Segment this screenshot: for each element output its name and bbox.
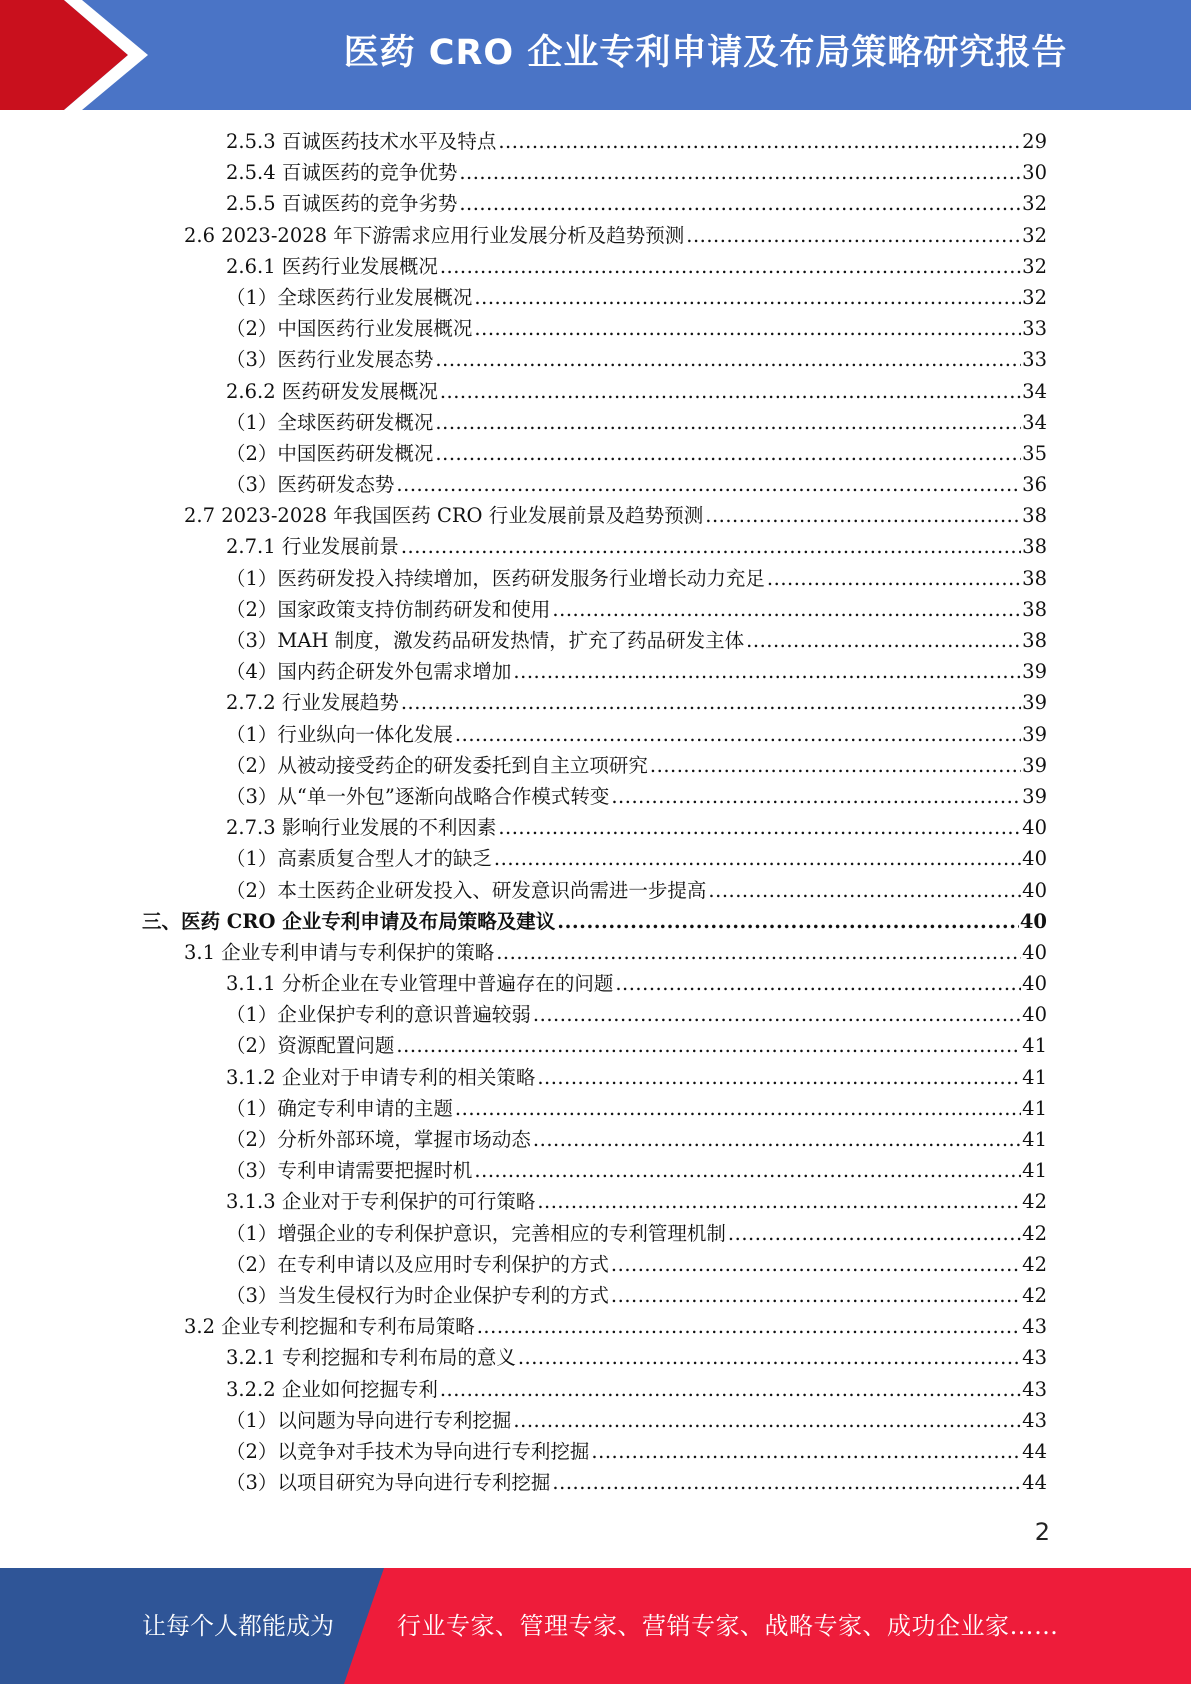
- toc-dot-leader: [396, 1030, 1021, 1061]
- toc-entry[interactable]: [0, 407, 1191, 438]
- toc-dot-leader: [498, 812, 1021, 843]
- toc-dot-leader: [459, 188, 1021, 219]
- toc-entry[interactable]: [0, 1436, 1191, 1467]
- toc-dot-leader: [611, 781, 1021, 812]
- toc-entry-page: 40: [1022, 940, 1047, 964]
- toc-entry-page: 43: [1022, 1408, 1047, 1432]
- toc-entry-title: （1）增强企业的专利保护意识，完善相应的专利管理机制: [226, 1221, 726, 1245]
- toc-dot-leader: [498, 126, 1021, 157]
- toc-entry-title: （2）分析外部环境，掌握市场动态: [226, 1128, 531, 1151]
- toc-entry-page: 40: [1019, 909, 1047, 933]
- toc-entry-page: 39: [1022, 784, 1047, 808]
- toc-entry-page: 41: [1022, 1128, 1047, 1151]
- toc-entry[interactable]: [0, 1311, 1191, 1342]
- toc-dot-leader: [455, 1093, 1021, 1124]
- toc-entry-title: （2）中国医药研发概况: [226, 441, 434, 465]
- toc-entry[interactable]: [0, 812, 1191, 843]
- toc-entry[interactable]: [0, 1062, 1191, 1093]
- toc-entry-page: 40: [1022, 878, 1047, 902]
- toc-entry-title: 3.1 企业专利申请与专利保护的策略: [184, 940, 495, 964]
- toc-entry[interactable]: [0, 1467, 1191, 1498]
- toc-entry-page: 39: [1022, 660, 1047, 684]
- toc-dot-leader: [435, 438, 1021, 469]
- toc-dot-leader: [459, 157, 1021, 188]
- toc-entry[interactable]: [0, 1124, 1191, 1155]
- toc-entry-page: 42: [1022, 1190, 1047, 1214]
- toc-entry[interactable]: [0, 1218, 1191, 1249]
- toc-entry[interactable]: [0, 220, 1191, 251]
- toc-dot-leader: [440, 1374, 1021, 1405]
- toc-dot-leader: [615, 968, 1021, 999]
- toc-dot-leader: [396, 469, 1021, 500]
- page-header: [0, 0, 1191, 110]
- toc-entry-page: 40: [1022, 1003, 1047, 1027]
- toc-dot-leader: [650, 750, 1021, 781]
- toc-dot-leader: [708, 875, 1021, 906]
- footer-slogan-left: 让每个人都能成为: [142, 1612, 334, 1640]
- toc-entry-title: 2.5.3 百诚医药技术水平及特点: [226, 130, 497, 153]
- toc-entry[interactable]: [0, 282, 1191, 313]
- toc-entry-page: 39: [1022, 722, 1047, 746]
- toc-dot-leader: [686, 220, 1021, 251]
- toc-entry-title: （3）以项目研究为导向进行专利挖掘: [226, 1471, 551, 1495]
- toc-entry-title: （2）资源配置问题: [226, 1034, 395, 1058]
- toc-entry[interactable]: [0, 906, 1191, 937]
- toc-entry-page: 38: [1022, 629, 1047, 652]
- toc-entry-title: 3.2.2 企业如何挖掘专利: [226, 1377, 438, 1401]
- toc-entry-page: 42: [1022, 1252, 1047, 1276]
- toc-entry-page: 34: [1022, 410, 1047, 434]
- toc-entry-title: 2.7.3 影响行业发展的不利因素: [226, 816, 497, 840]
- toc-entry-page: 44: [1022, 1471, 1047, 1495]
- toc-entry-title: （1）以问题为导向进行专利挖掘: [226, 1408, 512, 1432]
- toc-entry-title: 3.2.1 专利挖掘和专利布局的意义: [226, 1346, 516, 1370]
- toc-entry-title: 3.2 企业专利挖掘和专利布局策略: [184, 1315, 475, 1339]
- toc-dot-leader: [591, 1436, 1021, 1467]
- toc-entry[interactable]: [0, 126, 1191, 157]
- toc-entry-title: 2.5.5 百诚医药的竞争劣势: [226, 192, 458, 216]
- toc-entry-title: （2）本土医药企业研发投入、研发意识尚需进一步提高: [226, 878, 707, 902]
- toc-entry[interactable]: [0, 781, 1191, 812]
- toc-entry-page: 43: [1022, 1315, 1047, 1339]
- toc-entry-title: 2.6.2 医药研发发展概况: [226, 379, 438, 403]
- toc-entry-page: 41: [1022, 1065, 1047, 1089]
- toc-entry[interactable]: [0, 1093, 1191, 1124]
- toc-entry-page: 30: [1022, 161, 1047, 185]
- toc-entry-page: 41: [1022, 1034, 1047, 1058]
- toc-entry-title: （1）企业保护专利的意识普遍较弱: [226, 1003, 531, 1027]
- toc-entry-page: 42: [1022, 1221, 1047, 1245]
- toc-entry-page: 33: [1022, 317, 1047, 341]
- toc-dot-leader: [533, 999, 1021, 1030]
- toc-dot-leader: [533, 1124, 1021, 1155]
- toc-dot-leader: [401, 531, 1021, 562]
- toc-entry[interactable]: [0, 563, 1191, 594]
- toc-dot-leader: [518, 1342, 1021, 1373]
- toc-entry-page: 41: [1022, 1096, 1047, 1120]
- toc-entry-title: 2.5.4 百诚医药的竞争优势: [226, 161, 458, 185]
- toc-entry-page: 38: [1022, 504, 1047, 528]
- footer-slogan-right: 行业专家、管理专家、营销专家、战略专家、成功企业家……: [397, 1612, 1059, 1640]
- toc-dot-leader: [557, 906, 1019, 937]
- toc-entry[interactable]: [0, 625, 1191, 656]
- toc-dot-leader: [477, 1311, 1021, 1342]
- toc-entry[interactable]: [0, 438, 1191, 469]
- toc-dot-leader: [474, 1155, 1021, 1186]
- header-red-chevron: [0, 0, 128, 110]
- toc-entry-title: （2）从被动接受药企的研发委托到自主立项研究: [226, 753, 648, 777]
- toc-entry[interactable]: [0, 157, 1191, 188]
- toc-entry-title: （2）中国医药行业发展概况: [226, 317, 473, 341]
- toc-entry-page: 33: [1022, 348, 1047, 372]
- toc-entry[interactable]: [0, 251, 1191, 282]
- toc-entry-title: 2.7 2023-2028 年我国医药 CRO 行业发展前景及趋势预测: [184, 504, 704, 528]
- toc-entry-title: 3.1.1 分析企业在专业管理中普遍存在的问题: [226, 972, 614, 996]
- toc-entry-title: 3.1.2 企业对于申请专利的相关策略: [226, 1065, 536, 1089]
- toc-entry-page: 32: [1022, 223, 1047, 247]
- toc-dot-leader: [537, 1062, 1021, 1093]
- toc-dot-leader: [746, 625, 1021, 656]
- toc-dot-leader: [513, 656, 1021, 687]
- toc-entry[interactable]: [0, 1280, 1191, 1311]
- toc-dot-leader: [494, 843, 1021, 874]
- toc-dot-leader: [552, 594, 1021, 625]
- toc-entry-title: （3）医药研发态势: [226, 473, 395, 497]
- toc-entry-title: （1）确定专利申请的主题: [226, 1096, 453, 1120]
- toc-dot-leader: [435, 344, 1021, 375]
- toc-entry-page: 41: [1022, 1159, 1047, 1183]
- toc-entry[interactable]: [0, 687, 1191, 718]
- toc-dot-leader: [767, 563, 1021, 594]
- page-number: 2: [1034, 1518, 1050, 1546]
- toc-entry-page: 34: [1022, 379, 1047, 403]
- toc-entry[interactable]: [0, 843, 1191, 874]
- toc-dot-leader: [440, 376, 1021, 407]
- toc-entry[interactable]: [0, 594, 1191, 625]
- toc-entry-title: （1）行业纵向一体化发展: [226, 722, 453, 746]
- toc-entry-page: 38: [1022, 597, 1047, 621]
- toc-entry[interactable]: [0, 531, 1191, 562]
- toc-entry-title: （1）全球医药研发概况: [226, 410, 434, 434]
- toc-entry-page: 44: [1022, 1439, 1047, 1463]
- toc-entry-title: 2.7.1 行业发展前景: [226, 535, 399, 559]
- toc-entry[interactable]: [0, 750, 1191, 781]
- toc-entry[interactable]: [0, 376, 1191, 407]
- toc-entry[interactable]: [0, 1249, 1191, 1280]
- toc-entry-page: 43: [1022, 1377, 1047, 1401]
- toc-entry-title: （2）国家政策支持仿制药研发和使用: [226, 597, 551, 621]
- toc-entry[interactable]: [0, 719, 1191, 750]
- toc-entry[interactable]: [0, 1374, 1191, 1405]
- toc-entry[interactable]: [0, 937, 1191, 968]
- toc-dot-leader: [455, 719, 1021, 750]
- toc-dot-leader: [611, 1280, 1021, 1311]
- toc-entry[interactable]: [0, 1030, 1191, 1061]
- toc-entry[interactable]: [0, 656, 1191, 687]
- toc-entry[interactable]: [0, 1405, 1191, 1436]
- toc-entry-title: （4）国内药企研发外包需求增加: [226, 660, 512, 684]
- toc-entry-title: 三、医药 CRO 企业专利申请及布局策略及建议: [142, 909, 556, 933]
- toc-entry[interactable]: [0, 999, 1191, 1030]
- toc-dot-leader: [513, 1405, 1021, 1436]
- toc-entry-title: （1）医药研发投入持续增加，医药研发服务行业增长动力充足: [226, 566, 765, 590]
- document-title: 医药 CRO 企业专利申请及布局策略研究报告: [343, 33, 1068, 73]
- toc-dot-leader: [611, 1249, 1021, 1280]
- toc-dot-leader: [440, 251, 1021, 282]
- toc-entry-title: 2.6 2023-2028 年下游需求应用行业发展分析及趋势预测: [184, 223, 685, 247]
- toc-entry-title: （2）以竞争对手技术为导向进行专利挖掘: [226, 1439, 590, 1463]
- toc-entry-page: 38: [1022, 566, 1047, 590]
- toc-entry-title: （1）全球医药行业发展概况: [226, 285, 473, 309]
- toc-entry-title: （3）从“单一外包”逐渐向战略合作模式转变: [226, 784, 610, 808]
- toc-entry-page: 39: [1022, 753, 1047, 777]
- toc-entry-title: （3）MAH 制度，激发药品研发热情，扩充了药品研发主体: [226, 629, 745, 652]
- toc-entry-page: 32: [1022, 254, 1047, 278]
- toc-dot-leader: [474, 313, 1021, 344]
- toc-entry-title: 3.1.3 企业对于专利保护的可行策略: [226, 1190, 536, 1214]
- toc-entry[interactable]: [0, 1186, 1191, 1217]
- toc-entry[interactable]: [0, 344, 1191, 375]
- toc-entry-title: （3）医药行业发展态势: [226, 348, 434, 372]
- toc-dot-leader: [728, 1218, 1021, 1249]
- toc-entry-page: 38: [1022, 535, 1047, 559]
- toc-dot-leader: [705, 500, 1021, 531]
- toc-entry-page: 42: [1022, 1283, 1047, 1307]
- toc-entry-page: 32: [1022, 285, 1047, 309]
- toc-entry-title: （3）当发生侵权行为时企业保护专利的方式: [226, 1283, 609, 1307]
- toc-entry-title: （3）专利申请需要把握时机: [226, 1159, 473, 1183]
- table-of-contents: [0, 126, 1191, 1498]
- toc-entry[interactable]: [0, 1155, 1191, 1186]
- toc-dot-leader: [552, 1467, 1021, 1498]
- toc-entry-title: 2.7.2 行业发展趋势: [226, 691, 399, 715]
- toc-dot-leader: [435, 407, 1021, 438]
- toc-dot-leader: [474, 282, 1021, 313]
- toc-dot-leader: [401, 687, 1021, 718]
- toc-entry-page: 35: [1022, 441, 1047, 465]
- toc-entry-title: （1）高素质复合型人才的缺乏: [226, 847, 492, 871]
- toc-entry-page: 29: [1022, 130, 1047, 153]
- toc-entry[interactable]: [0, 875, 1191, 906]
- toc-dot-leader: [537, 1186, 1021, 1217]
- toc-entry-page: 36: [1022, 473, 1047, 497]
- toc-entry[interactable]: [0, 469, 1191, 500]
- toc-entry-page: 40: [1022, 816, 1047, 840]
- toc-entry[interactable]: [0, 1342, 1191, 1373]
- toc-entry-title: 2.6.1 医药行业发展概况: [226, 254, 438, 278]
- toc-dot-leader: [496, 937, 1021, 968]
- toc-entry-title: （2）在专利申请以及应用时专利保护的方式: [226, 1252, 609, 1276]
- toc-entry-page: 39: [1022, 691, 1047, 715]
- toc-entry-page: 40: [1022, 847, 1047, 871]
- toc-entry-page: 32: [1022, 192, 1047, 216]
- toc-entry-page: 40: [1022, 972, 1047, 996]
- toc-entry-page: 43: [1022, 1346, 1047, 1370]
- toc-entry[interactable]: [0, 188, 1191, 219]
- toc-entry[interactable]: [0, 500, 1191, 531]
- page-footer: [0, 1568, 1191, 1684]
- toc-entry[interactable]: [0, 968, 1191, 999]
- toc-entry[interactable]: [0, 313, 1191, 344]
